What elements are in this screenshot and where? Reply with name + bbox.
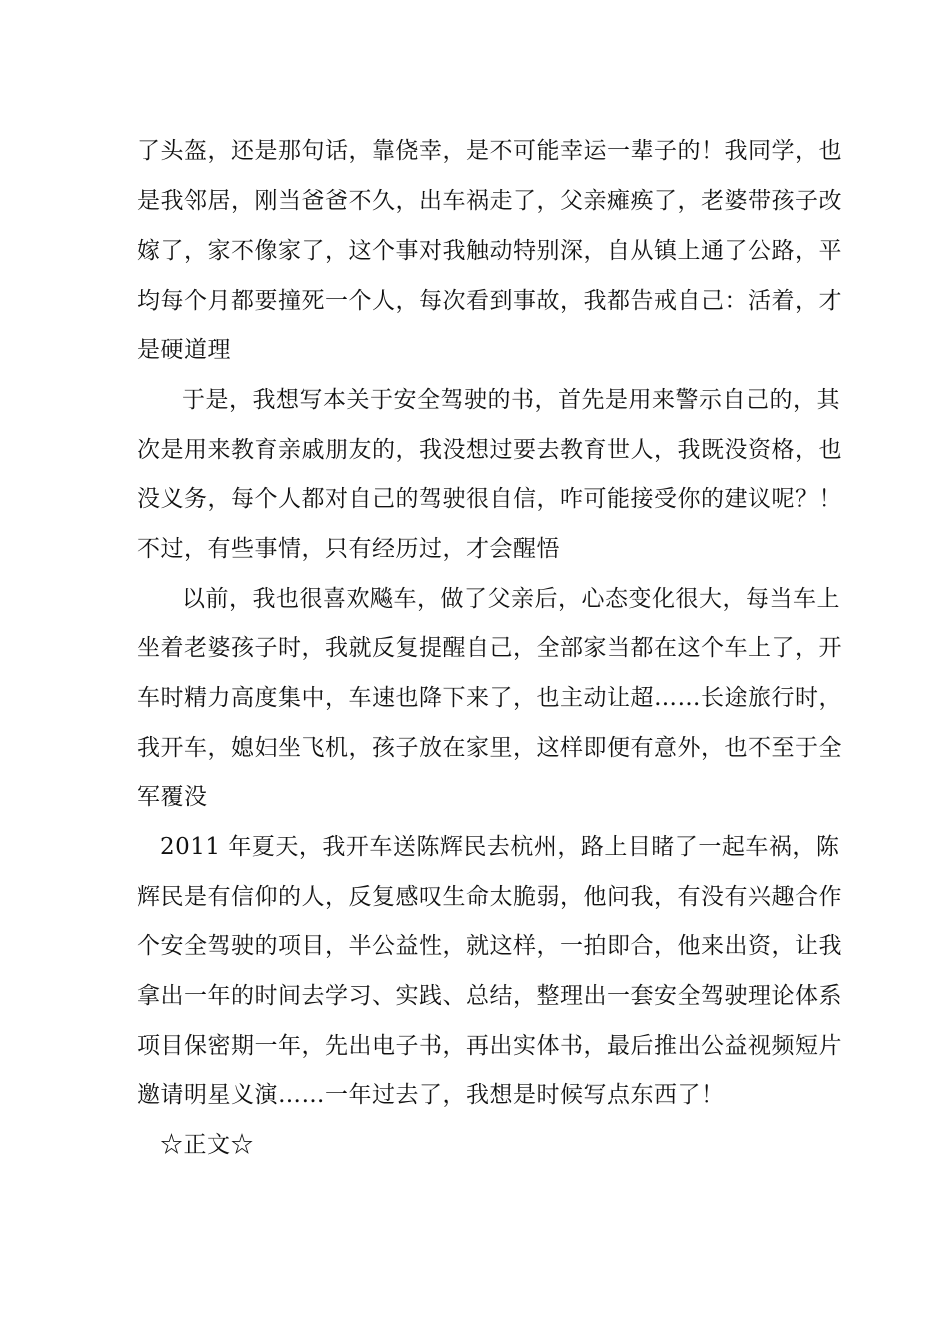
text-line: 了头盔，还是那句话，靠侥幸，是不可能幸运一辈子的！我同学，也 xyxy=(137,138,842,164)
text-line: 没义务，每个人都对自己的驾驶很自信，咋可能接受你的建议呢？！ xyxy=(137,486,842,512)
text-line: 于是，我想写本关于安全驾驶的书，首先是用来警示自己的，其 xyxy=(182,387,840,413)
text-line: 拿出一年的时间去学习、实践、总结，整理出一套安全驾驶理论体系 xyxy=(137,983,842,1009)
text-line: 是硬道理 xyxy=(137,337,231,363)
text-line: 邀请明星义演……一年过去了，我想是时候写点东西了！ xyxy=(137,1082,725,1108)
text-line: 坐着老婆孩子时，我就反复提醒自己，全部家当都在这个车上了，开 xyxy=(137,635,842,661)
text-line: 嫁了，家不像家了，这个事对我触动特别深，自从镇上通了公路，平 xyxy=(137,238,842,264)
text-line: 军覆没 xyxy=(137,784,208,810)
text-line: 以前，我也很喜欢飚车，做了父亲后，心态变化很大，每当车上 xyxy=(182,586,840,612)
text-line: 次是用来教育亲戚朋友的，我没想过要去教育世人，我既没资格，也 xyxy=(137,437,842,463)
text-line: 是我邻居，刚当爸爸不久，出车祸走了，父亲瘫痪了，老婆带孩子改 xyxy=(137,188,842,214)
section-heading: ☆正文☆ xyxy=(160,1132,254,1158)
text-line: 车时精力高度集中，车速也降下来了，也主动让超……长途旅行时， xyxy=(137,685,842,711)
text-line: 不过，有些事情，只有经历过，才会醒悟 xyxy=(137,536,560,562)
text-line: 我开车，媳妇坐飞机，孩子放在家里，这样即便有意外，也不至于全 xyxy=(137,735,842,761)
text-line: 2011 年夏天，我开车送陈辉民去杭州，路上目睹了一起车祸，陈 xyxy=(160,834,840,860)
text-line: 个安全驾驶的项目，半公益性，就这样，一拍即合，他来出资，让我 xyxy=(137,933,842,959)
text-line: 项目保密期一年，先出电子书，再出实体书，最后推出公益视频短片 xyxy=(137,1033,842,1059)
text-line: 均每个月都要撞死一个人，每次看到事故，我都告戒自己：活着，才 xyxy=(137,288,842,314)
text-line: 辉民是有信仰的人，反复感叹生命太脆弱，他问我，有没有兴趣合作 xyxy=(137,884,842,910)
